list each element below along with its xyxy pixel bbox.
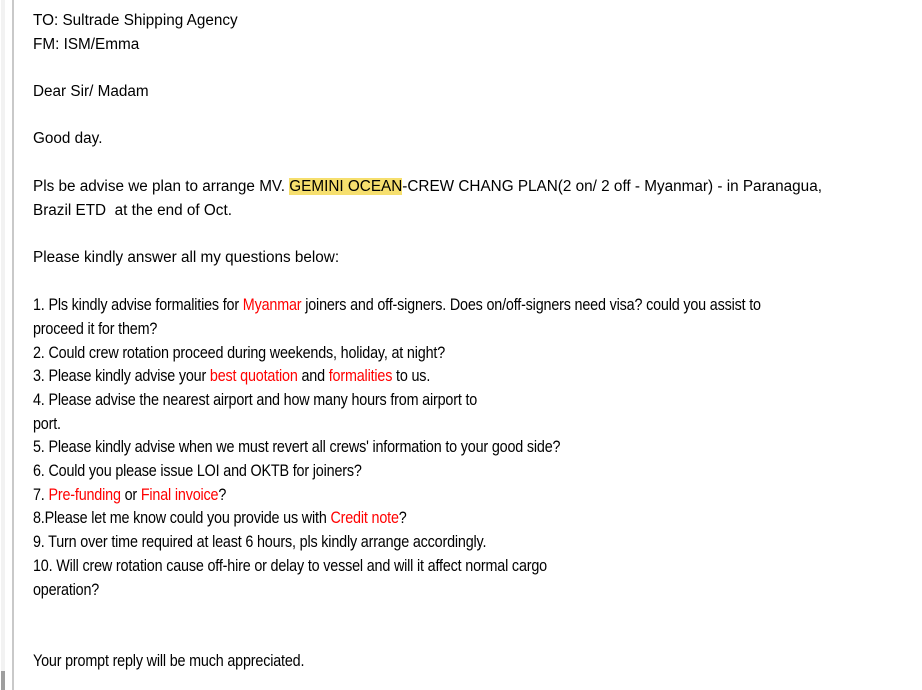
email-line bbox=[33, 317, 918, 341]
red-emphasis-text: Myanmar bbox=[242, 295, 302, 315]
text-run: 3. Please kindly advise your bbox=[33, 366, 210, 386]
email-line-text bbox=[33, 459, 362, 483]
email-line bbox=[33, 199, 918, 223]
email-line-text bbox=[33, 222, 37, 246]
email-line-text bbox=[33, 483, 226, 507]
text-run: Pls be advise we plan to arrange MV. bbox=[33, 177, 290, 195]
email-line-text bbox=[33, 9, 238, 33]
email-line-text bbox=[33, 246, 339, 270]
text-run: joiners and off-signers. Does on/off-signers need visa? could you assist to bbox=[301, 295, 761, 315]
highlighted-text: GEMINI OCEAN bbox=[289, 177, 403, 195]
email-line bbox=[33, 388, 918, 412]
email-line-text bbox=[33, 530, 486, 554]
left-scrollbar-track[interactable] bbox=[1, 0, 5, 690]
email-line-text bbox=[33, 317, 157, 341]
red-emphasis-text: Credit note bbox=[330, 508, 399, 528]
email-line-text bbox=[33, 578, 99, 602]
email-line-text bbox=[33, 341, 445, 365]
text-run: 8.Please let me know could you provide us with bbox=[33, 508, 331, 528]
email-line bbox=[33, 601, 918, 625]
email-line-text bbox=[33, 625, 37, 649]
email-line-text bbox=[33, 293, 761, 317]
email-line-text bbox=[33, 554, 547, 578]
text-run: 9. Turn over time required at least 6 hours, pls kindly arrange accordingly. bbox=[33, 532, 487, 552]
email-line bbox=[33, 33, 918, 57]
text-run: Your prompt reply will be much appreciated. bbox=[33, 650, 305, 670]
text-run: 7. bbox=[33, 484, 49, 504]
text-run: -CREW CHANG PLAN(2 on/ 2 off - Myanmar) - in Paranagua, bbox=[402, 177, 822, 195]
email-line-text bbox=[33, 435, 560, 459]
email-line bbox=[33, 246, 918, 270]
text-run: Dear Sir/ Madam bbox=[33, 83, 149, 101]
text-run: to us. bbox=[392, 366, 431, 386]
email-line-text bbox=[33, 127, 102, 151]
text-run: 5. Please kindly advise when we must revert all crews' information to your good side? bbox=[33, 437, 561, 457]
email-line bbox=[33, 435, 918, 459]
email-line-text bbox=[33, 270, 37, 294]
text-run: or bbox=[120, 484, 141, 504]
text-run: 4. Please advise the nearest airport and how many hours from airport to bbox=[33, 390, 478, 409]
email-line bbox=[33, 222, 918, 246]
email-line bbox=[33, 175, 918, 199]
text-run: ? bbox=[218, 484, 227, 504]
email-line bbox=[33, 625, 918, 649]
email-line-text bbox=[33, 412, 61, 436]
email-line bbox=[33, 506, 918, 530]
email-line-text bbox=[33, 649, 304, 673]
email-line-text bbox=[33, 80, 149, 104]
email-line-text bbox=[33, 364, 430, 388]
email-line bbox=[33, 270, 918, 294]
text-run: 6. Could you please issue LOI and OKTB for joiners? bbox=[33, 461, 362, 481]
email-line-text bbox=[33, 388, 477, 412]
email-line-text bbox=[33, 175, 822, 199]
text-run: Good day. bbox=[33, 130, 103, 148]
email-line bbox=[33, 341, 918, 365]
text-run: 2. Could crew rotation proceed during weekends, holiday, at night? bbox=[33, 342, 446, 362]
email-line bbox=[33, 293, 918, 317]
email-line bbox=[33, 151, 918, 175]
email-line-text bbox=[33, 199, 232, 223]
email-line-text bbox=[33, 104, 37, 128]
text-run: port. bbox=[33, 413, 61, 433]
email-body bbox=[33, 9, 918, 672]
email-line bbox=[33, 56, 918, 80]
text-run: Brazil ETD at the end of Oct. bbox=[33, 201, 232, 219]
text-run: and bbox=[297, 366, 329, 386]
email-line-text bbox=[33, 506, 407, 530]
text-run: proceed it for them? bbox=[33, 318, 158, 338]
text-run: Please kindly answer all my questions below: bbox=[33, 248, 340, 266]
email-line bbox=[33, 649, 918, 673]
email-line-text bbox=[33, 601, 37, 625]
email-line-text bbox=[33, 151, 37, 175]
text-run: operation? bbox=[33, 579, 100, 599]
red-emphasis-text: Pre-funding bbox=[48, 484, 121, 504]
text-run: ? bbox=[398, 508, 407, 528]
left-scrollbar-thumb[interactable] bbox=[1, 671, 5, 690]
red-emphasis-text: best quotation bbox=[209, 366, 298, 386]
email-line bbox=[33, 554, 918, 578]
text-run: 10. Will crew rotation cause off-hire or delay to vessel and will it affect normal cargo bbox=[33, 555, 547, 575]
email-line bbox=[33, 483, 918, 507]
email-line bbox=[33, 459, 918, 483]
email-line bbox=[33, 578, 918, 602]
text-run: TO: Sultrade Shipping Agency bbox=[33, 12, 238, 29]
email-line bbox=[33, 412, 918, 436]
text-run: 1. Pls kindly advise formalities for bbox=[33, 295, 243, 315]
email-line bbox=[33, 80, 918, 104]
email-line bbox=[33, 530, 918, 554]
red-emphasis-text: Final invoice bbox=[140, 484, 219, 504]
email-line bbox=[33, 104, 918, 128]
email-line-text bbox=[33, 33, 139, 57]
email-line bbox=[33, 127, 918, 151]
text-run: FM: ISM/Emma bbox=[33, 35, 140, 53]
email-line-text bbox=[33, 56, 37, 80]
quote-border-line bbox=[12, 0, 14, 690]
email-line bbox=[33, 364, 918, 388]
red-emphasis-text: formalities bbox=[328, 366, 393, 386]
email-line bbox=[33, 9, 918, 33]
